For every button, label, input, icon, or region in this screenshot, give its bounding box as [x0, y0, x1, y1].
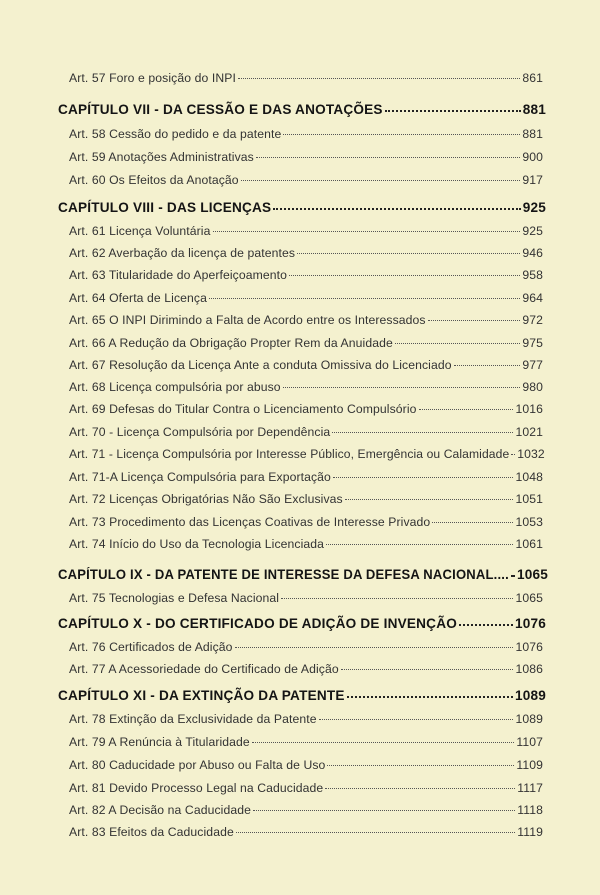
- toc-entry: [69, 313, 543, 327]
- toc-chapter-heading: [58, 200, 546, 215]
- toc-page-number: 1076: [514, 616, 546, 631]
- toc-chapter-heading: [58, 688, 546, 703]
- toc-chapter-heading: [58, 616, 546, 631]
- toc-entry-label: Art. 79 A Renúncia à Titularidade: [69, 735, 250, 749]
- toc-entry: [69, 662, 543, 676]
- dot-leader: [289, 275, 520, 276]
- toc-page-number: 1107: [516, 735, 543, 749]
- dot-leader: [213, 231, 521, 232]
- toc-entry-label: Art. 80 Caducidade por Abuso ou Falta de Uso: [69, 758, 326, 772]
- dot-leader: [325, 788, 515, 789]
- dot-leader: [283, 134, 520, 135]
- toc-entry: [69, 447, 543, 461]
- toc-entry-label: CAPÍTULO IX - DA PATENTE DE INTERESSE DA DEFESA NACIONAL....: [58, 567, 509, 582]
- dot-leader: [253, 810, 515, 811]
- toc-entry: [69, 803, 543, 817]
- toc-entry: [69, 173, 543, 187]
- toc-page-number: 1065: [515, 591, 543, 605]
- toc-entry: [69, 402, 543, 416]
- toc-entry-label: Art. 64 Oferta de Licença: [69, 291, 207, 305]
- toc-page-number: 1119: [517, 825, 543, 839]
- toc-entry: [69, 268, 543, 282]
- dot-leader: [459, 624, 513, 626]
- dot-leader: [347, 696, 513, 698]
- toc-page-number: 1076: [515, 640, 543, 654]
- toc-entry: [69, 291, 543, 305]
- toc-entry: [69, 127, 543, 141]
- toc-entry: [69, 380, 543, 394]
- toc-entry-label: Art. 75 Tecnologias e Defesa Nacional: [69, 591, 280, 605]
- toc-page-number: 1065: [516, 567, 548, 582]
- toc-entry: [69, 470, 543, 484]
- toc-entry-label: CAPÍTULO XI - DA EXTINÇÃO DA PATENTE: [58, 688, 345, 703]
- toc-entry-label: Art. 82 A Decisão na Caducidade: [69, 803, 251, 817]
- dot-leader: [341, 669, 514, 670]
- toc-page-number: 1118: [517, 803, 543, 817]
- toc-page-number: 900: [522, 150, 543, 164]
- toc-entry: [69, 640, 543, 654]
- toc-page-number: 917: [522, 173, 543, 187]
- dot-leader: [235, 647, 514, 648]
- toc-entry-label: Art. 71-A Licença Compulsória para Exportação: [69, 470, 331, 484]
- toc-entry: [69, 735, 543, 749]
- toc-entry: [69, 492, 543, 506]
- toc-page-number: 946: [522, 246, 543, 260]
- toc-entry-label: Art. 81 Devido Processo Legal na Caducidade: [69, 781, 324, 795]
- toc-page-number: 861: [522, 71, 543, 85]
- toc-entry: [69, 591, 543, 605]
- toc-page-number: 1109: [516, 758, 543, 772]
- toc-page-number: 1089: [515, 712, 543, 726]
- toc-entry: [69, 515, 543, 529]
- toc-entry: [69, 712, 543, 726]
- toc-page-number: 1089: [514, 688, 546, 703]
- toc-page-number: 1053: [515, 515, 543, 529]
- toc-page-number: 1086: [515, 662, 543, 676]
- dot-leader: [327, 765, 514, 766]
- dot-leader: [281, 598, 513, 599]
- dot-leader: [419, 409, 514, 410]
- toc-chapter-heading: [58, 567, 546, 582]
- toc-entry-label: Art. 57 Foro e posição do INPI: [69, 71, 236, 85]
- toc-page-number: 925: [522, 200, 546, 215]
- dot-leader: [252, 742, 515, 743]
- toc-page-number: 980: [522, 380, 543, 394]
- toc-entry-label: Art. 59 Anotações Administrativas: [69, 150, 254, 164]
- toc-entry-label: Art. 69 Defesas do Titular Contra o Licenciamento Compulsório: [69, 402, 417, 416]
- toc-entry-label: Art. 77 A Acessoriedade do Certificado de Adição: [69, 662, 339, 676]
- dot-leader: [332, 432, 513, 433]
- toc-entry-label: Art. 71 - Licença Compulsória por Interesse Público, Emergência ou Calamidade: [69, 447, 510, 461]
- dot-leader: [395, 343, 521, 344]
- toc-page-number: 958: [522, 268, 543, 282]
- toc-entry-label: Art. 83 Efeitos da Caducidade: [69, 825, 234, 839]
- dot-leader: [511, 454, 515, 455]
- dot-leader: [319, 719, 514, 720]
- toc-page-number: 972: [522, 313, 543, 327]
- toc-entry-label: CAPÍTULO X - DO CERTIFICADO DE ADIÇÃO DE INVENÇÃO: [58, 616, 457, 631]
- toc-entry: [69, 358, 543, 372]
- toc-entry-label: Art. 78 Extinção da Exclusividade da Patente: [69, 712, 317, 726]
- dot-leader: [209, 298, 520, 299]
- toc-entry-label: Art. 66 A Redução da Obrigação Propter Rem da Anuidade: [69, 336, 393, 350]
- toc-page-number: 1051: [515, 492, 543, 506]
- dot-leader: [241, 180, 521, 181]
- toc-page-number: 1061: [515, 537, 543, 551]
- dot-leader: [333, 477, 514, 478]
- toc-page-number: 1016: [515, 402, 543, 416]
- toc-entry-label: Art. 58 Cessão do pedido e da patente: [69, 127, 282, 141]
- toc-entry-label: Art. 67 Resolução da Licença Ante a conduta Omissiva do Licenciado: [69, 358, 452, 372]
- toc-entry-label: Art. 73 Procedimento das Licenças Coativas de Interesse Privado: [69, 515, 431, 529]
- toc-page-number: 881: [522, 102, 546, 117]
- dot-leader: [454, 365, 521, 366]
- toc-chapter-heading: [58, 102, 546, 117]
- toc-page-number: 964: [522, 291, 543, 305]
- toc-entry: [69, 825, 543, 839]
- toc-entry-label: Art. 65 O INPI Dirimindo a Falta de Acordo entre os Interessados: [69, 313, 426, 327]
- toc-entry-label: Art. 60 Os Efeitos da Anotação: [69, 173, 239, 187]
- toc-entry: [69, 781, 543, 795]
- toc-entry-label: Art. 62 Averbação da licença de patentes: [69, 246, 296, 260]
- toc-entry-label: Art. 61 Licença Voluntária: [69, 224, 211, 238]
- dot-leader: [238, 78, 520, 79]
- dot-leader: [273, 208, 520, 210]
- toc-entry-label: Art. 72 Licenças Obrigatórias Não São Exclusivas: [69, 492, 343, 506]
- dot-leader: [385, 110, 521, 112]
- toc-entry: [69, 71, 543, 85]
- toc-entry-label: Art. 63 Titularidade do Aperfeiçoamento: [69, 268, 287, 282]
- toc-page-number: 1021: [515, 425, 543, 439]
- toc-page-number: 1032: [517, 447, 545, 461]
- toc-page-number: 1117: [517, 781, 543, 795]
- toc-entry: [69, 150, 543, 164]
- toc-page-number: 881: [522, 127, 543, 141]
- dot-leader: [428, 320, 521, 321]
- toc-entry-label: Art. 74 Início do Uso da Tecnologia Licenciada: [69, 537, 325, 551]
- toc-entry: [69, 336, 543, 350]
- toc-entry: [69, 425, 543, 439]
- toc-entry-label: Art. 76 Certificados de Adição: [69, 640, 233, 654]
- toc-page-number: 977: [522, 358, 543, 372]
- dot-leader: [236, 832, 515, 833]
- toc-page-number: 1048: [515, 470, 543, 484]
- toc-entry-label: CAPÍTULO VII - DA CESSÃO E DAS ANOTAÇÕES: [58, 102, 383, 117]
- toc-entry-label: Art. 68 Licença compulsória por abuso: [69, 380, 281, 394]
- dot-leader: [432, 522, 513, 523]
- toc-entry-label: CAPÍTULO VIII - DAS LICENÇAS: [58, 200, 272, 215]
- toc-entry: [69, 758, 543, 772]
- toc-entry-label: Art. 70 - Licença Compulsória por Dependência: [69, 425, 331, 439]
- dot-leader: [326, 544, 513, 545]
- dot-leader: [297, 253, 520, 254]
- dot-leader: [511, 575, 515, 577]
- toc-entry: [69, 224, 543, 238]
- dot-leader: [345, 499, 514, 500]
- dot-leader: [283, 387, 521, 388]
- toc-page-number: 975: [522, 336, 543, 350]
- toc-entry: [69, 246, 543, 260]
- dot-leader: [256, 157, 521, 158]
- toc-page-number: 925: [522, 224, 543, 238]
- toc-entry: [69, 537, 543, 551]
